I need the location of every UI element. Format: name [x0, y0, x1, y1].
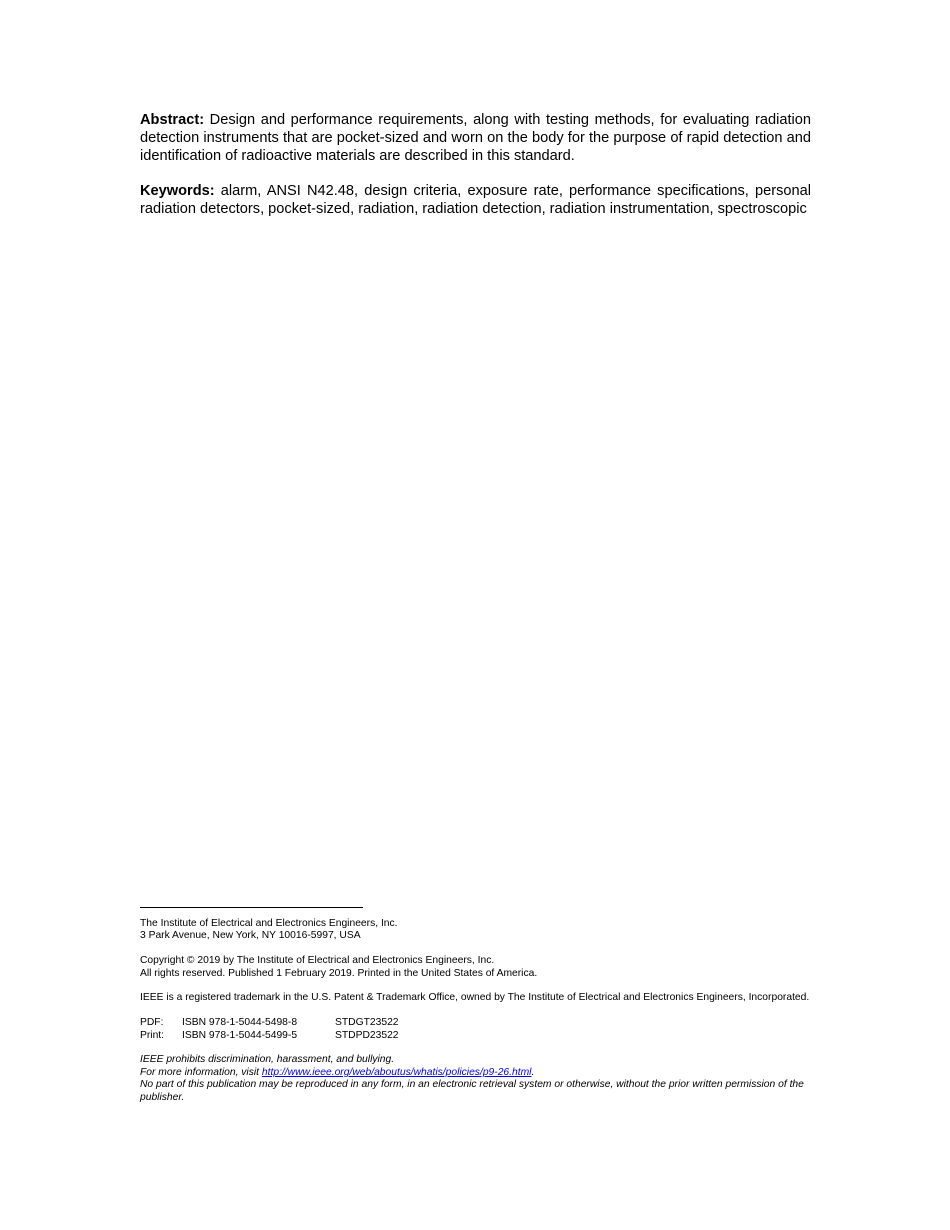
copyright-line: Copyright © 2019 by The Institute of Electrical and Electronics Engineers, Inc.: [140, 955, 495, 967]
publisher-block: [140, 918, 811, 943]
info-line: [140, 1067, 811, 1079]
abstract-text: Design and performance requirements, along with testing methods, for evaluating radiation detection instruments that are pocket-sized and worn on the body for the purpose of rapid detection and identification of radioactive materials are described in this standard.: [140, 112, 811, 164]
trademark-text: IEEE is a registered trademark in the U.S. Patent & Trademark Office, owned by The Institute of Electrical and Electronics Engineers, Incorporated.: [140, 992, 810, 1004]
isbn-type: PDF:: [140, 1017, 164, 1029]
isbn-row-print: [140, 1030, 811, 1042]
abstract-paragraph: [140, 111, 811, 165]
isbn-row-pdf: [140, 1017, 811, 1029]
keywords-paragraph: [140, 182, 811, 218]
isbn-number: ISBN 978-1-5044-5499-5: [182, 1029, 298, 1041]
reproduction-notice: No part of this publication may be reproduced in any form, in an electronic retrieval system or otherwise, without the prior written permission of the publisher.: [140, 1079, 804, 1103]
keywords-label: Keywords:: [140, 183, 215, 199]
footer: [140, 907, 811, 1104]
isbn-number: ISBN 978-1-5044-5498-8: [182, 1017, 298, 1029]
abstract-label: Abstract:: [140, 112, 205, 128]
trademark-block: [140, 992, 811, 1004]
publisher-address: 3 Park Avenue, New York, NY 10016-5997, USA: [140, 930, 361, 942]
policy-line: IEEE prohibits discrimination, harassment, and bullying.: [140, 1054, 395, 1066]
policy-block: [140, 1054, 811, 1104]
keywords-text: alarm, ANSI N42.48, design criteria, exposure rate, performance specifications, personal radiation detectors, pocket-sized, radiation, radiation detection, radiation instrumentation, spectroscopic: [140, 183, 811, 217]
policy-link[interactable]: http://www.ieee.org/web/aboutus/whatis/policies/p9-26.html: [261, 1066, 532, 1078]
main-content: [140, 111, 811, 218]
publisher-name: The Institute of Electrical and Electronics Engineers, Inc.: [140, 918, 398, 929]
footer-divider: [140, 907, 363, 908]
info-prefix: For more information, visit: [140, 1066, 262, 1078]
rights-line: All rights reserved. Published 1 February 2019. Printed in the United States of America.: [140, 967, 538, 979]
copyright-block: [140, 955, 811, 980]
isbn-code: STDGT23522: [335, 1017, 399, 1029]
isbn-type: Print:: [140, 1029, 165, 1041]
isbn-block: [140, 1017, 811, 1042]
isbn-code: STDPD23522: [335, 1029, 399, 1041]
info-suffix: .: [531, 1066, 535, 1078]
